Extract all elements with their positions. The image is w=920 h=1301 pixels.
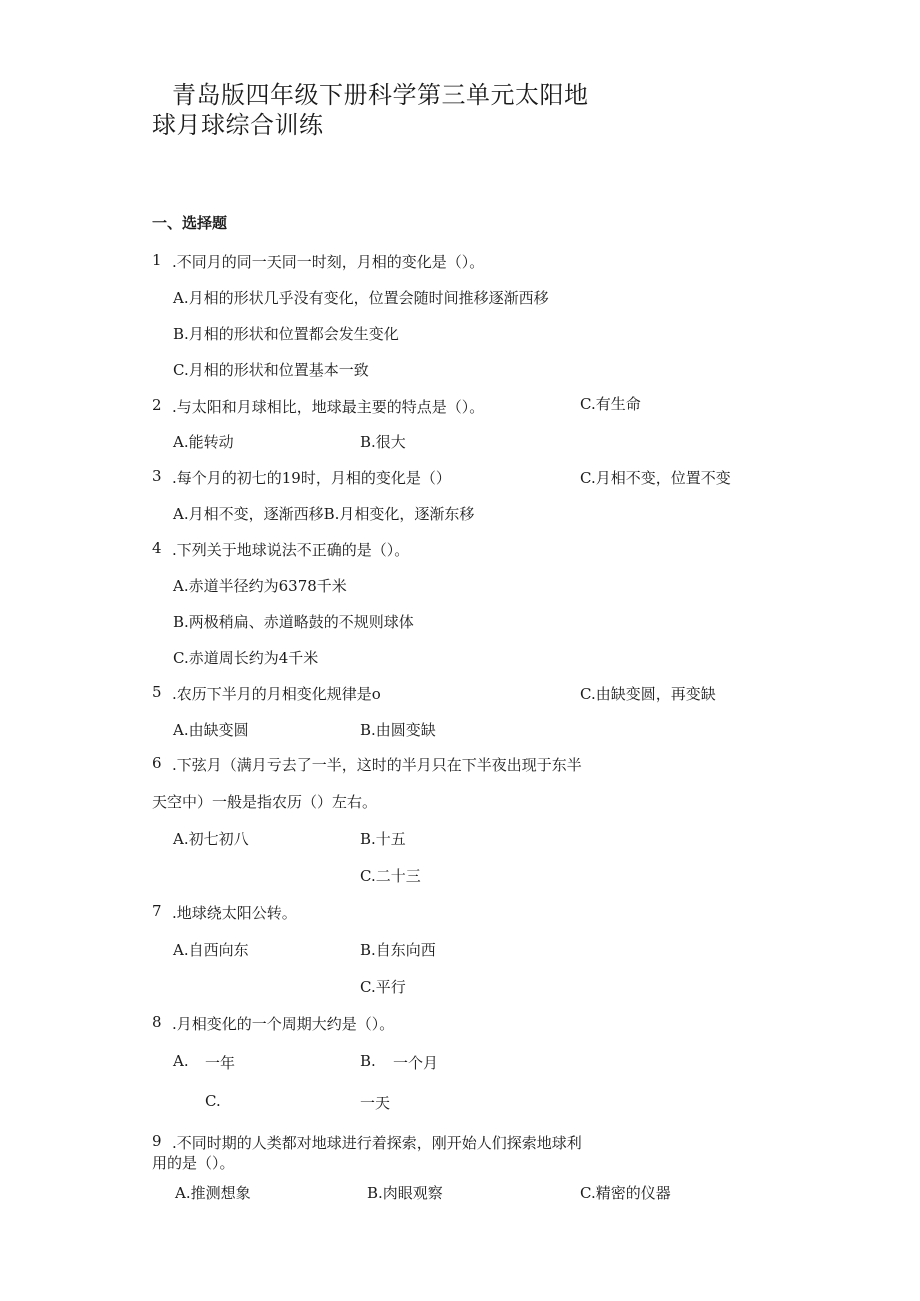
- q2-option-c: C.有生命: [580, 395, 641, 413]
- q6-number: 6: [152, 754, 162, 772]
- q7-option-b: B.自东向西: [360, 941, 436, 959]
- q8-number: 8: [152, 1013, 162, 1031]
- q8-option-c-text: 一天: [360, 1094, 391, 1112]
- q9-option-a: A.推测想象: [175, 1184, 251, 1202]
- q7-option-a: A.自西向东: [173, 941, 249, 959]
- q4-option-b: B.两极稍扁、赤道略鼓的不规则球体: [173, 613, 414, 631]
- q9-option-c: C.精密的仪器: [580, 1184, 671, 1202]
- q7-option-c: C.平行: [360, 978, 406, 996]
- q8-option-b-text: 一个月: [393, 1054, 439, 1072]
- q2-stem: .与太阳和月球相比，地球最主要的特点是（）。: [172, 398, 485, 416]
- q5-option-c: C.由缺变圆，再变缺: [580, 685, 716, 703]
- q2-option-b: B.很大: [360, 433, 406, 451]
- q5-option-a: A.由缺变圆: [173, 721, 249, 739]
- q9-number: 9: [152, 1132, 162, 1150]
- q4-option-c: C.赤道周长约为4千米: [173, 649, 319, 667]
- q1-number: 1: [152, 251, 162, 269]
- q6-option-c: C.二十三: [360, 867, 421, 885]
- q3-option-ab: A.月相不变，逐渐西移B.月相变化，逐渐东移: [173, 505, 475, 523]
- q6-option-b: B.十五: [360, 830, 406, 848]
- q3-option-c: C.月相不变，位置不变: [580, 469, 731, 487]
- q6-option-a: A.初七初八: [173, 830, 249, 848]
- q2-number: 2: [152, 396, 162, 414]
- q3-stem: .每个月的初七的19时，月相的变化是（）: [172, 469, 451, 487]
- q6-stem-cont: 天空中）一般是指农历（）左右。: [152, 793, 378, 811]
- q8-option-c-letter: C.: [205, 1092, 221, 1110]
- q6-stem: .下弦月（满月亏去了一半，这时的半月只在下半夜出现于东半: [172, 756, 582, 774]
- q3-number: 3: [152, 467, 162, 485]
- q1-option-c: C.月相的形状和位置基本一致: [173, 361, 369, 379]
- q1-option-b: B.月相的形状和位置都会发生变化: [173, 325, 399, 343]
- doc-title-line2: 球月球综合训练: [152, 111, 324, 139]
- q1-option-a: A.月相的形状几乎没有变化，位置会随时间推移逐渐西移: [173, 289, 549, 307]
- section-heading: 一、选择题: [152, 214, 228, 232]
- q9-option-b: B.肉眼观察: [367, 1184, 443, 1202]
- q8-stem: .月相变化的一个周期大约是（）。: [172, 1015, 395, 1033]
- q5-number: 5: [152, 683, 162, 701]
- doc-title-line1: 青岛版四年级下册科学第三单元太阳地: [172, 81, 589, 109]
- q4-stem: .下列关于地球说法不正确的是（）。: [172, 541, 410, 559]
- q8-option-a-text: 一年: [205, 1054, 236, 1072]
- q5-stem: .农历下半月的月相变化规律是o: [172, 685, 381, 703]
- q8-option-a-letter: A.: [173, 1052, 189, 1070]
- q4-number: 4: [152, 539, 162, 557]
- q9-stem-cont: 用的是（）。: [152, 1154, 235, 1172]
- q7-stem: .地球绕太阳公转。: [172, 904, 297, 922]
- q5-option-b: B.由圆变缺: [360, 721, 436, 739]
- q4-option-a: A.赤道半径约为6378千米: [173, 577, 347, 595]
- q7-number: 7: [152, 902, 162, 920]
- q1-stem: .不同月的同一天同一时刻，月相的变化是（）。: [172, 253, 485, 271]
- q9-stem: .不同时期的人类都对地球进行着探索，刚开始人们探索地球利: [172, 1134, 582, 1152]
- q2-option-a: A.能转动: [173, 433, 234, 451]
- q8-option-b-letter: B.: [360, 1052, 376, 1070]
